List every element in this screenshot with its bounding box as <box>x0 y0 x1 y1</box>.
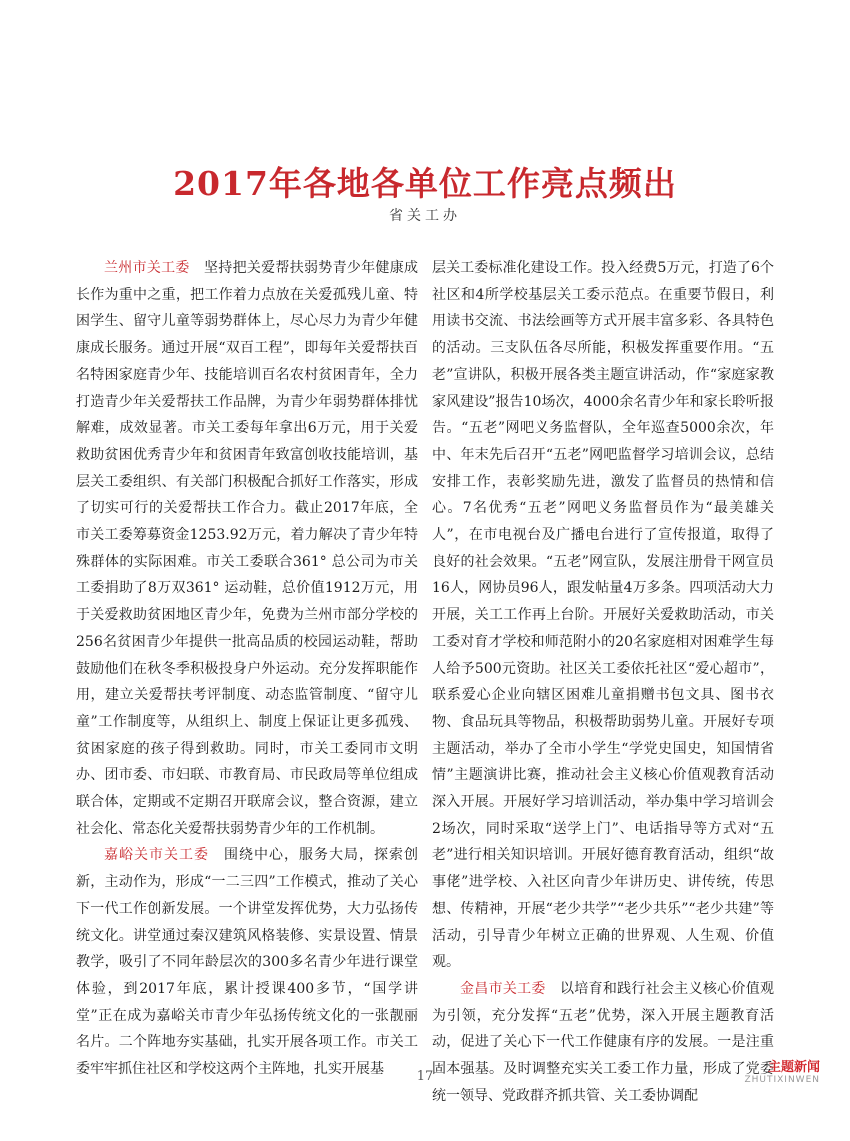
section-brand <box>744 1056 820 1085</box>
paragraph-jiayuguan <box>76 842 418 1082</box>
article-author: 省关工办 <box>389 208 461 224</box>
right-column <box>432 255 774 1110</box>
paragraph-lanzhou <box>76 255 418 842</box>
lead-lanzhou: 兰州市关工委 <box>104 260 190 276</box>
left-column <box>76 255 418 1083</box>
body-lanzhou: 坚持把关爱帮扶弱势青少年健康成长作为重中之重，把工作着力点放在关爱孤残儿童、特困学生、留守儿童等弱势群体上，尽心尽力为青少年健康成长服务。通过开展“双百工程”，即每年关爱帮扶百名特困家庭青少年、技能培训百名农村贫困青年，全力打造青少年关爱帮扶工作品牌，为青少年弱势群体排忧解难，成效显著。市关工委每年拿出6万元，用于关爱救助贫困优秀青少年和贫困青年致富创收技能培训，基层关工委组织、有关部门积极配合抓好工作落实，形成了切实可行的关爱帮扶工作合力。截止2017年底，全市关工委筹募资金1253.92万元，着力解决了青少年特殊群体的实际困难。市关工委联合361° 总公司为市关工委捐助了8万双361° 运动鞋，总价值1912万元，用于关爱救助贫困地区青少年，免费为兰州市部分学校的256名贫困青少年提供一批高品质的校园运动鞋，帮助鼓励他们在秋冬季积极投身户外运动。充分发挥职能作用，建立关爱帮扶考评制度、动态监管制度、“留守儿童”工作制度等，从组织上、制度上保证让更多孤残、贫困家庭的孩子得到救助。同时，市关工委同市文明办、团市委、市妇联、市教育局、市民政局等单位组成联合体，定期或不定期召开联席会议，整合资源，建立社会化、常态化关爱帮扶弱势青少年的工作机制。 <box>76 260 419 837</box>
body-jinchang: 以培育和践行社会主义核心价值观为引领，充分发挥“五老”优势，深入开展主题教育活动，促进了关心下一代工作健康有序的发展。一是注重固本强基。及时调整充实关工委工作力量，形成了党委统一领导、党政群齐抓共管、关工委协调配 <box>432 980 775 1104</box>
body-jiayuguan-cont: 层关工委标准化建设工作。投入经费5万元，打造了6个社区和4所学校基层关工委示范点。在重要节假日，利用读书交流、书法绘画等方式开展丰富多彩、各具特色的活动。三支队伍各尽所能，积极发挥重要作用。“五老”宣讲队，积极开展各类主题宣讲活动，作“家庭家教家风建设”报告10场次，4000余名青少年和家长聆听报告。“五老”网吧义务监督队，全年巡查5000余次，年中、年末先后召开“五老”网吧监督学习培训会议，总结安排工作，表彰奖励先进，激发了监督员的热情和信心。7名优秀“五老”网吧义务监督员作为“最美雄关人”，在市电视台及广播电台进行了宣传报道，取得了良好的社会效果。“五老”网宣队，发展注册骨干网宣员16人，网协员96人，跟发帖量4万多条。四项活动大力开展，关工工作再上台阶。开展好关爱救助活动，市关工委对育才学校和师范附小的20名家庭相对困难学生每人给予500元资助。社区关工委依托社区“爱心超市”，联系爱心企业向辖区困难儿童捐赠书包文具、图书衣物、食品玩具等物品，积极帮助弱势儿童。开展好专项主题活动，举办了全市小学生“学党史国史，知国情省情”主题演讲比赛，推动社会主义核心价值观教育活动深入开展。开展好学习培训活动，举办集中学习培训会2场次，同时采取“送学上门”、电话指导等方式对“五老”进行相关知识培训。开展好德育教育活动，组织“故事佬”进学校、入社区向青少年讲历史、讲传统，传思想、传精神，开展“老少共学”“老少共乐”“老少共建”等活动，引导青少年树立正确的世界观、人生观、价值观。 <box>432 260 774 971</box>
paragraph-jiayuguan-cont <box>432 255 774 976</box>
lead-jinchang: 金昌市关工委 <box>460 980 546 997</box>
body-jiayuguan: 围绕中心，服务大局，探索创新，主动作为，形成“一二三四”工作模式，推动了关心下一代工作创新发展。一个讲堂发挥优势，大力弘扬传统文化。讲堂通过秦汉建筑风格装修、实景设置、情景教学，吸引了不同年龄层次的300多名青少年进行课堂体验，到2017年底，累计授课400多节，“国学讲堂”正在成为嘉峪关市青少年弘扬传统文化的一张靓丽名片。二个阵地夯实基础，扎实开展各项工作。市关工委牢牢抓住社区和学校这两个主阵地，扎实开展基 <box>76 847 418 1078</box>
article-title: 2017年各地各单位工作亮点频出 <box>173 164 677 203</box>
brand-en: ZHUTIXINWEN <box>744 1075 820 1085</box>
page-number: 17 <box>416 1069 434 1084</box>
brand-cn: 主题新闻 <box>767 1060 820 1075</box>
paragraph-jinchang <box>432 976 774 1110</box>
lead-jiayuguan: 嘉峪关市关工委 <box>104 847 209 864</box>
